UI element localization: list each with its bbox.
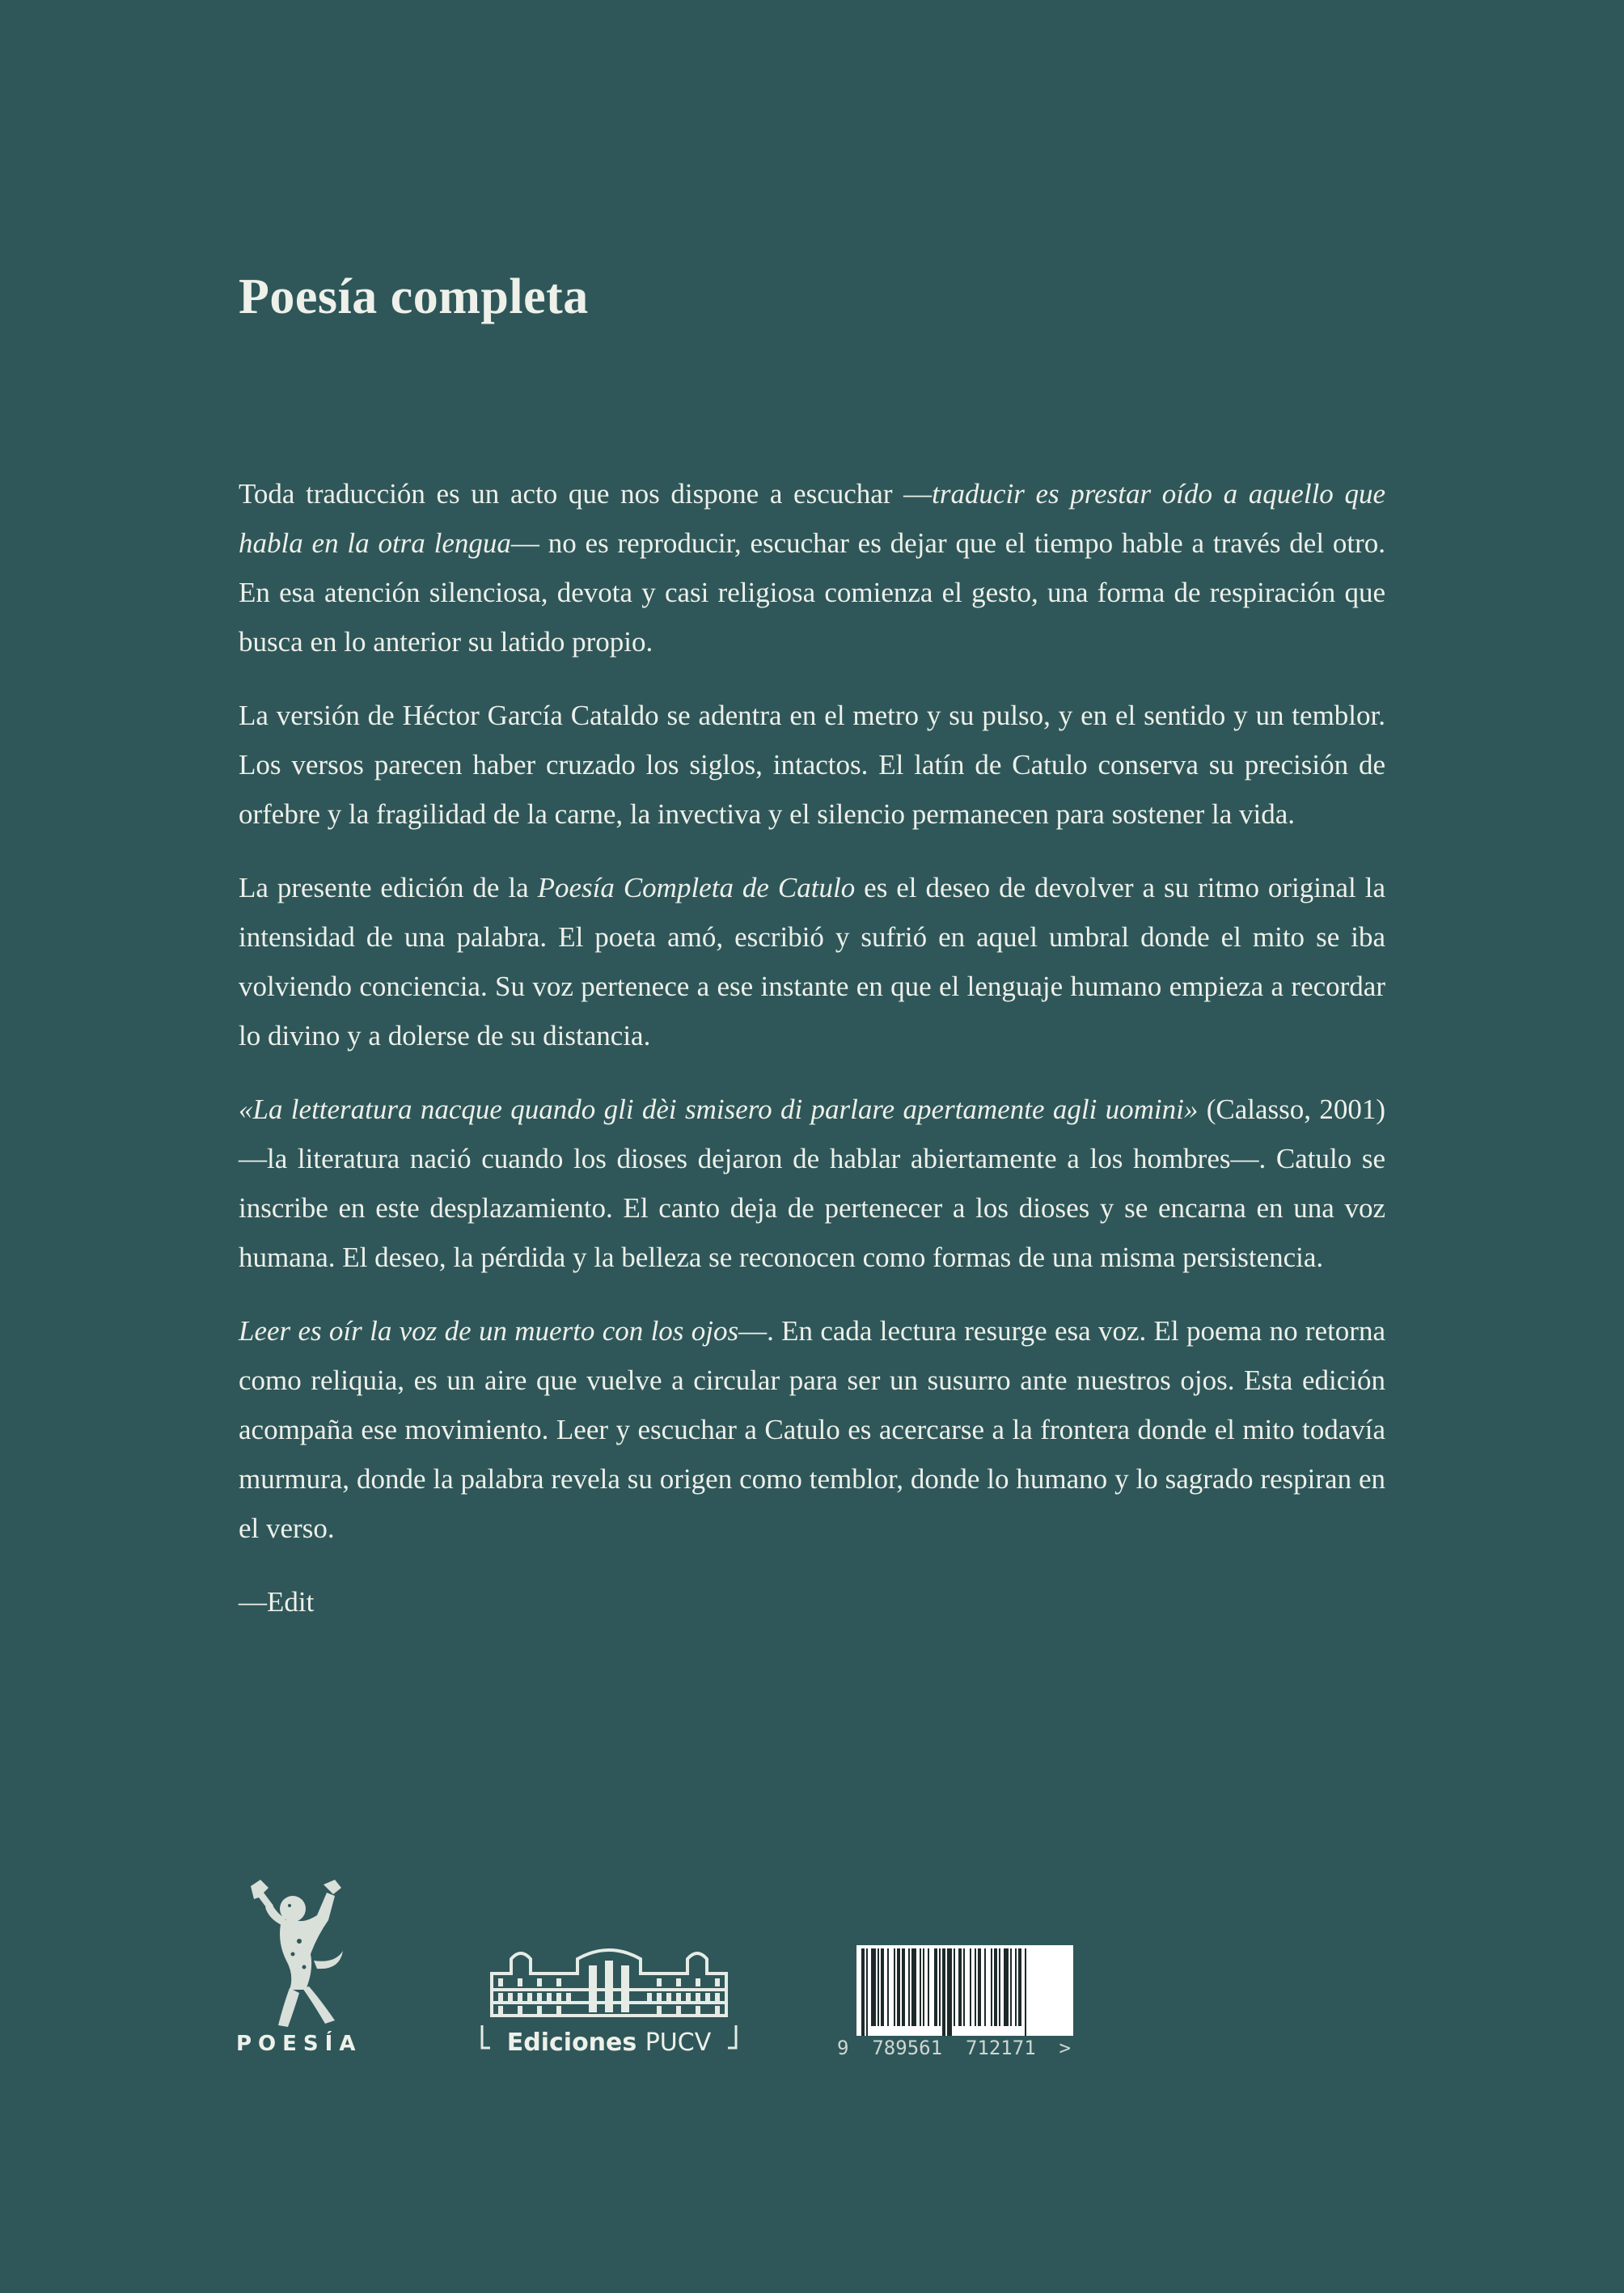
p4-text-b: (Calasso, 2001) —la literatura nació cuando los dioses dejaron de hablar abiertamente a los hombres—. Catulo se inscribe en este desplazamiento. El canto deja de pertenecer a los dioses y se encarna en una voz humana. El deseo, la pérdida y la belleza se reconocen como formas de una misma persistencia. bbox=[239, 1094, 1386, 1273]
barcode-bar bbox=[958, 1948, 962, 2026]
signature: —Edit bbox=[239, 1586, 315, 1618]
barcode-bar bbox=[871, 1948, 876, 2026]
barcode-bar bbox=[1015, 1948, 1017, 2026]
barcode-bar bbox=[897, 1948, 900, 2026]
p3-italic-title: Poesía Completa de Catulo bbox=[537, 872, 856, 903]
barcode-bar bbox=[963, 1948, 965, 2026]
barcode-bar bbox=[994, 1948, 997, 2026]
barcode-bar bbox=[954, 1948, 955, 2026]
paragraph-3 bbox=[239, 863, 1385, 1060]
barcode-bar bbox=[975, 1948, 976, 2026]
barcode-bar bbox=[984, 1948, 986, 2026]
barcode-bar bbox=[1018, 1948, 1021, 2026]
barcode-bar bbox=[991, 1948, 992, 2026]
barcode-bar bbox=[999, 1948, 1000, 2026]
barcode-bar bbox=[1004, 1948, 1009, 2026]
pucv-label-light: PUCV bbox=[645, 2029, 712, 2057]
barcode-bar bbox=[881, 1948, 884, 2026]
barcode-bar bbox=[1010, 1948, 1012, 2026]
barcode-bar bbox=[887, 1948, 889, 2026]
p5-text-b: —. En cada lectura resurge esa voz. El poema no retorna como reliquia, es un aire que vuelve a circular para ser un susurro ante nuestros ojos. Esta edición acompaña ese movimiento. Leer y escuchar a Catulo es acercarse a la frontera donde el mito todavía murmura, donde la palabra revela su origen como temblor, donde lo humano y lo sagrado respiran en el verso. bbox=[239, 1315, 1385, 1544]
barcode-bar bbox=[902, 1948, 905, 2026]
barcode-bar bbox=[928, 1948, 929, 2026]
barcode-bar bbox=[942, 1948, 945, 2036]
ediciones-pucv-logo bbox=[479, 1941, 739, 2062]
barcode-bar bbox=[970, 1948, 971, 2026]
barcode-bar bbox=[911, 1948, 916, 2026]
barcode-bar bbox=[978, 1948, 981, 2026]
poesia-label: POESÍA bbox=[236, 2032, 362, 2056]
p1-text-a: Toda traducción es un acto que nos dispone a escuchar — bbox=[239, 478, 933, 510]
p4-italic-quote: «La letteratura nacque quando gli dèi smisero di parlare apertamente agli uomini» bbox=[239, 1094, 1199, 1125]
p5-italic: Leer es oír la voz de un muerto con los ojos bbox=[239, 1315, 739, 1347]
barcode-bar bbox=[1025, 1948, 1026, 2036]
p3-text-a: La presente edición de la bbox=[239, 872, 538, 903]
pucv-label-bold: Ediciones bbox=[506, 2029, 637, 2057]
paragraph-1 bbox=[239, 469, 1385, 666]
back-cover-text bbox=[239, 469, 1385, 1651]
barcode-bar bbox=[934, 1948, 937, 2026]
paragraph-5 bbox=[239, 1306, 1385, 1553]
satyr-figure-icon bbox=[236, 1876, 366, 2030]
barcode-icon bbox=[837, 1945, 1080, 2042]
barcode-bar bbox=[866, 1948, 868, 2036]
pucv-label bbox=[479, 2029, 739, 2057]
barcode-bar bbox=[923, 1948, 924, 2026]
p1-text-c: — no es reproducir, escuchar es dejar que el tiempo hable a través del otro. En esa atención silenciosa, devota y casi religiosa comienza el gesto, una forma de respiración que busca en lo anterior su latido propio. bbox=[239, 527, 1385, 658]
barcode-bar bbox=[908, 1948, 910, 2026]
poesia-logo bbox=[236, 1876, 366, 2062]
p1-italic: traducir es prestar oído a aquello que habla en la otra lengua bbox=[239, 478, 1385, 559]
cover-title: Poesía completa bbox=[239, 269, 589, 324]
isbn-barcode bbox=[837, 1945, 1096, 2067]
isbn-digits: 9 789561 712171 > bbox=[837, 2037, 1071, 2059]
paragraph-2: La versión de Héctor García Cataldo se adentra en el metro y su pulso, y en el sentido y un temblor. Los versos parecen haber cruzado los siglos, intactos. El latín de Catulo conserva su precisión de orfebre y la fragilidad de la carne, la invectiva y el silencio permanecen para sostener la vida. bbox=[239, 700, 1385, 830]
barcode-bar bbox=[878, 1948, 879, 2026]
barcode-bar bbox=[939, 1948, 941, 2026]
barcode-bar bbox=[894, 1948, 895, 2026]
p3-text-c: es el deseo de devolver a su ritmo original la intensidad de una palabra. El poeta amó, escribió y sufrió en aquel umbral donde el mito se iba volviendo conciencia. Su voz pertenece a ese instante en que el lenguaje humano empieza a recordar lo divino y a dolerse de su distancia. bbox=[239, 872, 1385, 1051]
barcode-bar bbox=[920, 1948, 921, 2026]
barcode-bar bbox=[947, 1948, 952, 2036]
paragraph-4 bbox=[239, 1085, 1385, 1282]
barcode-bar bbox=[861, 1948, 865, 2036]
